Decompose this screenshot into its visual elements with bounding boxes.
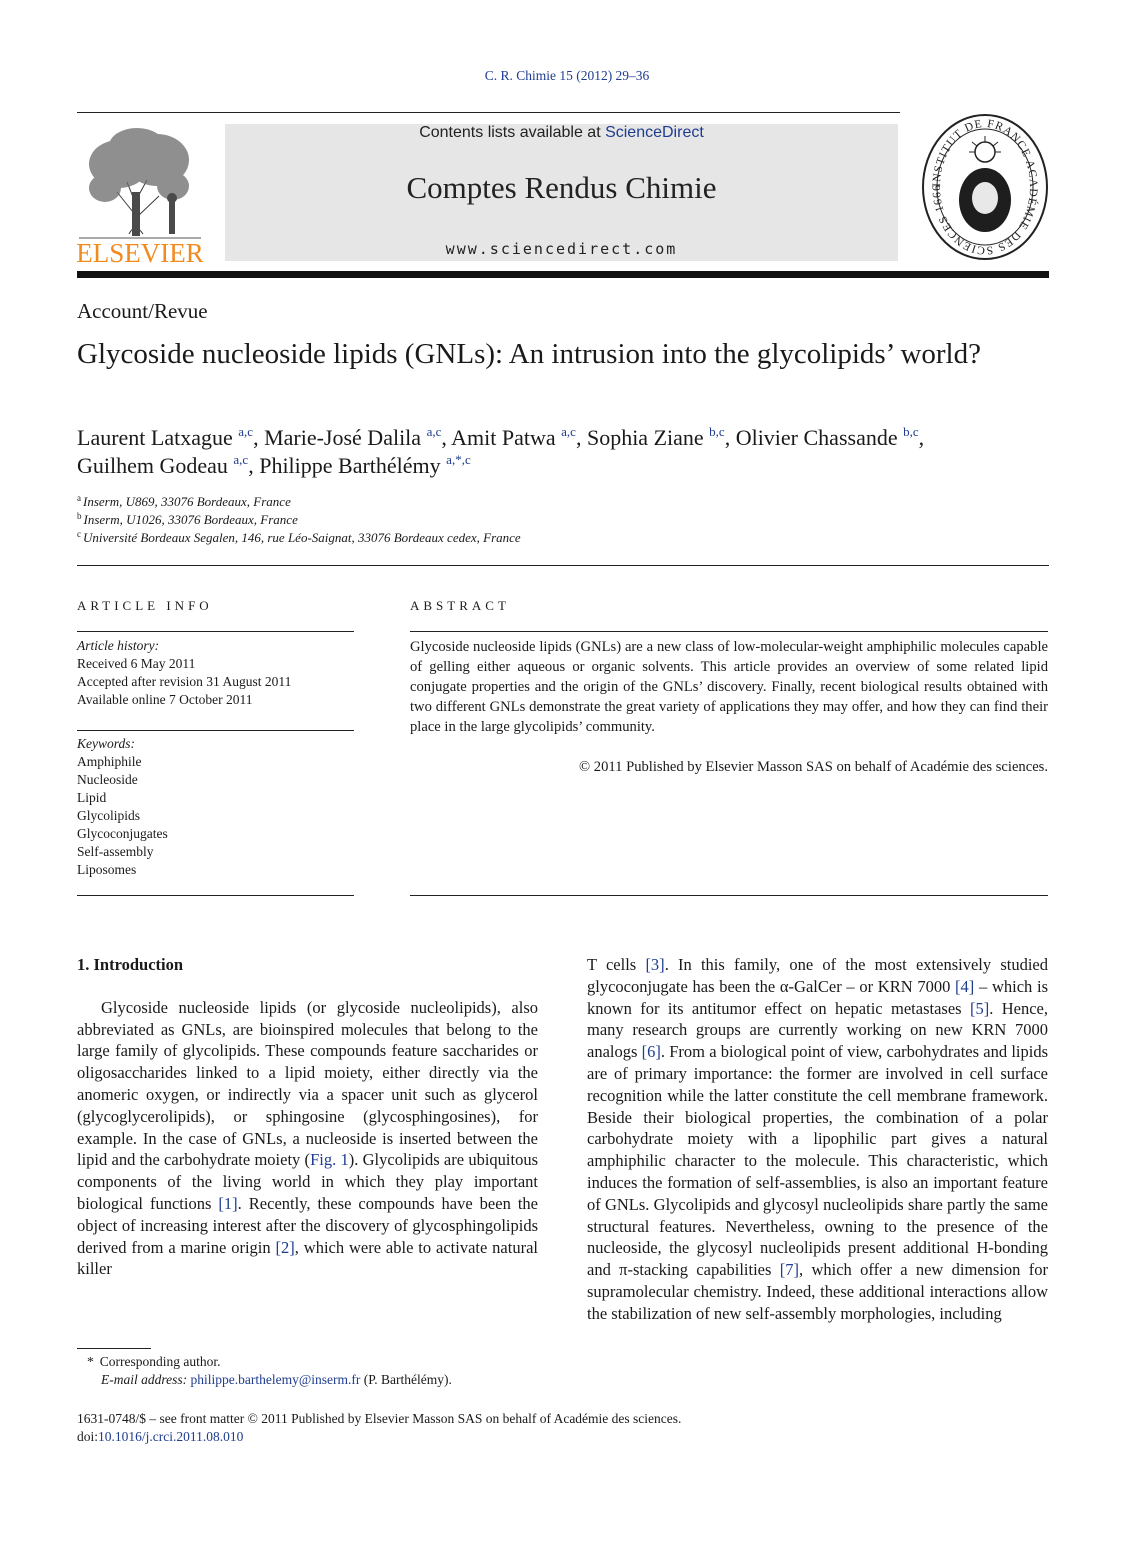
author[interactable]: Olivier Chassande $^{b,c}$	[735, 424, 919, 450]
info-rule	[77, 631, 354, 632]
sciencedirect-link[interactable]: ScienceDirect	[605, 124, 704, 141]
keyword-item: Glycolipids	[77, 808, 140, 823]
body-column-left	[77, 954, 538, 1280]
footnote-email: E-mail address: philippe.barthelemy@inserm.fr (P. Barthélémy).	[101, 1372, 452, 1387]
keywords	[77, 735, 354, 879]
journal-title: Comptes Rendus Chimie	[406, 170, 717, 205]
author-list: Laurent Latxague $^{a,c}$, Marie-José Dalila $^{a,c}$, Amit Patwa $^{a,c}$, Sophia Ziane $^{b,c}$, Olivier Chassande $^{b,c}$, Guilhem Godeau $^{a,c}$, Philippe Barthélémy $^{a,*,c}$	[77, 424, 925, 478]
affiliation-item: $^c$ Université Bordeaux Segalen, 146, rue Léo-Saignat, 33076 Bordeaux cedex, France	[77, 529, 521, 545]
elsevier-tree-icon	[77, 122, 203, 264]
info-rule	[77, 730, 354, 731]
elsevier-logo	[77, 122, 203, 264]
abstract-rule	[410, 895, 1048, 896]
keyword-item: Glycoconjugates	[77, 826, 168, 841]
footnote-corresponding: * Corresponding author.	[87, 1354, 221, 1369]
front-matter-footer	[77, 1410, 681, 1446]
affiliation-item: $^b$ Inserm, U1026, 33076 Bordeaux, France	[77, 511, 298, 527]
abstract-text: Glycoside nucleoside lipids (GNLs) are a new class of low-molecular-weight amphiphilic molecules capable of gelling either aqueous or organic solvents. This article provides an overview of some related lipid conjugate properties and the origin of the GNLs’ discovery. Finally, recent biological results obtained with two different GNLs demonstrate the great variety of applications they may offer, and how they can find their place in the large glycolipids’ community.	[410, 639, 1048, 735]
abstract-copyright: © 2011 Published by Elsevier Masson SAS on behalf of Académie des sciences.	[579, 759, 1048, 775]
contents-prefix: Contents lists available at	[419, 124, 606, 141]
affiliations	[77, 493, 521, 547]
abstract-rule	[410, 631, 1048, 632]
history-item: Available online 7 October 2011	[77, 692, 253, 707]
header-thick-rule	[77, 271, 1049, 278]
author[interactable]: Philippe Barthélémy $^{a,*,c}$	[259, 452, 471, 478]
keyword-item: Self-assembly	[77, 844, 154, 859]
history-item: Accepted after revision 31 August 2011	[77, 674, 292, 689]
doi-line: doi:10.1016/j.crci.2011.08.010	[77, 1429, 244, 1444]
keyword-item: Liposomes	[77, 862, 137, 877]
academie-seal-logo	[920, 112, 1050, 262]
footnote-rule	[77, 1348, 151, 1349]
issn-line: 1631-0748/$ – see front matter © 2011 Published by Elsevier Masson SAS on behalf of Académie des sciences.	[77, 1411, 682, 1426]
author[interactable]: Guilhem Godeau $^{a,c}$	[77, 452, 249, 478]
footnote-mark: *	[87, 1354, 94, 1369]
seal-text: INSTITUT DE FRANCE ACADÉMIE DES SCIENCES 1666	[930, 117, 1040, 257]
journal-url[interactable]: www.sciencedirect.com	[445, 240, 678, 258]
email-link[interactable]: philippe.barthelemy@inserm.fr	[190, 1372, 361, 1387]
elsevier-wordmark: ELSEVIER	[77, 238, 203, 264]
keywords-label: Keywords:	[77, 736, 135, 751]
citation-link[interactable]: [1]	[218, 1193, 238, 1213]
doi-link[interactable]: 10.1016/j.crci.2011.08.010	[98, 1429, 244, 1444]
article-section-type: Account/Revue	[77, 299, 208, 323]
article-title: Glycoside nucleoside lipids (GNLs): An intrusion into the glycolipids’ world?	[77, 338, 981, 370]
affiliation-item: $^a$ Inserm, U869, 33076 Bordeaux, France	[77, 493, 291, 509]
citation-link[interactable]: [3]	[645, 955, 665, 974]
header-rule	[77, 112, 900, 113]
divider-rule	[77, 565, 1049, 566]
citation-link[interactable]: [5]	[969, 998, 990, 1018]
body-paragraph: T cells [3]. In this family, one of the most extensively studied glycoconjugate has been the α-GalCer – or KRN 7000 [4] – which is known for its antitumor effect on hepatic metastases [5]. Hence, many research groups are currently working on new KRN 7000 analogs [6]. From a biological point of view, carbohydrates and lipids are of primary importance: the former are involved in cell surface recognition while the latter constitute the cell membrane framework. Beside their biological properties, the combination of a polar carbohydrate moiety with a lipophilic part gives a natural amphiphilic character to the molecule. This characteristic, which induces the formation of self-assemblies, is also an important feature of GNLs. Glycolipids and glycosyl nucleolipids share partly the same structural features. Nevertheless, owning to the presence of the nucleoside, the glycosyl nucleolipids present additional H-bonding and π-stacking capabilities [7], which offer a new dimension for supramolecular chemistry. Indeed, these additional interactions allow the stabilization of new self-assembly morphologies, including	[587, 955, 1048, 1323]
citation-link[interactable]: [2]	[275, 1237, 295, 1257]
body-column-right	[587, 954, 1048, 1325]
author[interactable]: Sophia Ziane $^{b,c}$	[586, 424, 725, 450]
section-heading: 1. Introduction	[77, 955, 184, 974]
author[interactable]: Laurent Latxague $^{a,c}$	[77, 424, 254, 450]
history-item: Received 6 May 2011	[77, 656, 196, 671]
keyword-item: Amphiphile	[77, 754, 142, 769]
abstract-heading: ABSTRACT	[410, 598, 510, 613]
keyword-item: Nucleoside	[77, 772, 138, 787]
academie-seal-icon	[920, 112, 1050, 262]
keyword-item: Lipid	[77, 790, 107, 805]
citation-link[interactable]: [7]	[779, 1260, 800, 1280]
author[interactable]: Marie-José Dalila $^{a,c}$	[264, 424, 442, 450]
citation-link[interactable]: [6]	[641, 1042, 661, 1062]
figure-link[interactable]: Fig. 1	[310, 1150, 349, 1170]
footnote	[77, 1353, 452, 1389]
author[interactable]: Amit Patwa $^{a,c}$	[451, 424, 576, 450]
article-history	[77, 637, 354, 709]
journal-reference[interactable]: C. R. Chimie 15 (2012) 29–36	[484, 68, 650, 83]
info-rule	[77, 895, 354, 896]
citation-link[interactable]: [4]	[955, 976, 975, 996]
history-label: Article history:	[77, 638, 160, 653]
contents-line	[225, 124, 898, 142]
body-paragraph: Glycoside nucleoside lipids (or glycoside nucleolipids), also abbreviated as GNLs, are bioinspired molecules that belong to the large family of glycolipids. These compounds feature saccharides or oligosaccharides linked to a lipid moiety, either directly via the anomeric oxygen, or indirectly via a spacer unit such as glycerol (glycoglycerolipids), or sphingosine (glycosphingosines), for example. In the case of GNLs, a nucleoside is inserted between the lipid and the carbohydrate moiety (Fig. 1). Glycolipids are ubiquitous components of the living world in which they play important biological functions [1]. Recently, these compounds have been the object of increasing interest after the discovery of glycosphingolipids derived from a marine origin [2], which were able to activate natural killer	[77, 997, 538, 1279]
article-info-heading: ARTICLE INFO	[77, 598, 213, 613]
